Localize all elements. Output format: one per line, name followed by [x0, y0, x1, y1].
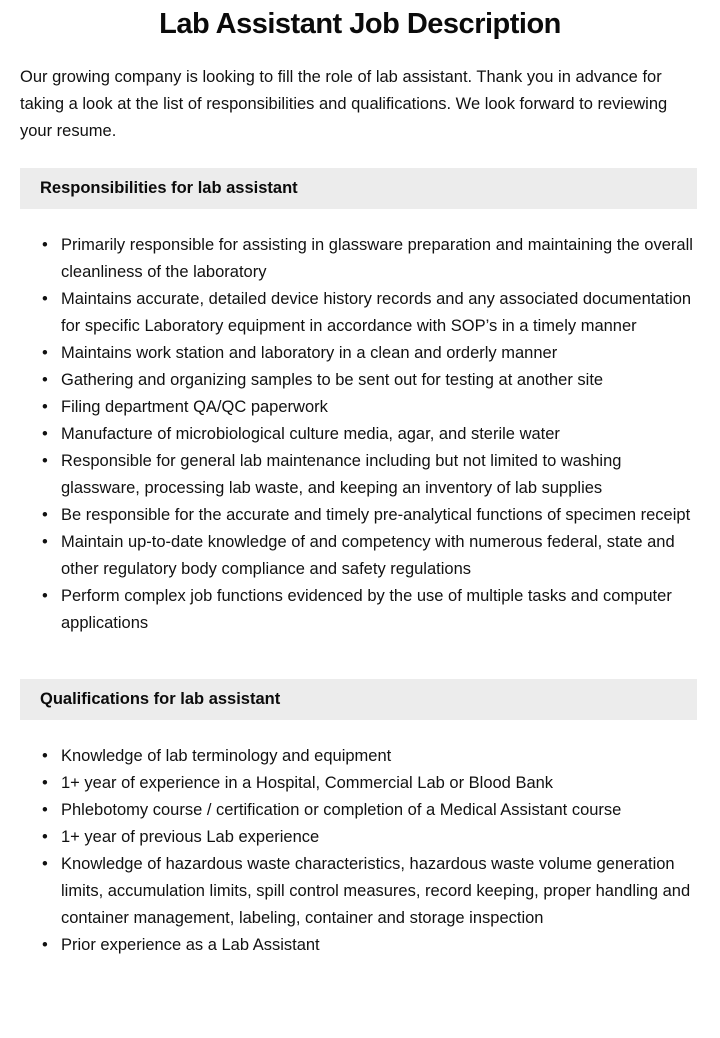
responsibilities-list: [20, 232, 698, 637]
list-item: • Responsible for general lab maintenance including but not limited to washing glassware, processing lab waste, and keeping an inventory of lab supplies: [61, 448, 698, 502]
list-item: • Knowledge of lab terminology and equipment: [61, 743, 698, 770]
list-item: • Knowledge of hazardous waste characteristics, hazardous waste volume generation limits, accumulation limits, spill control measures, record keeping, proper handling and container management, labeling, container and storage inspection: [61, 851, 698, 932]
qualifications-list: [20, 743, 698, 959]
responsibilities-section-title: Responsibilities for lab assistant: [40, 179, 298, 197]
list-item: • Phlebotomy course / certification or completion of a Medical Assistant course: [61, 797, 698, 824]
list-item: • Maintains work station and laboratory in a clean and orderly manner: [61, 340, 698, 367]
list-item: • Filing department QA/QC paperwork: [61, 394, 698, 421]
section-gap: [0, 637, 720, 656]
intro-paragraph: Our growing company is looking to fill the role of lab assistant. Thank you in advance for taking a look at the list of responsibilities and qualifications. We look forward to reviewing your resume.: [20, 68, 668, 140]
list-item: • Be responsible for the accurate and timely pre-analytical functions of specimen receipt: [61, 502, 698, 529]
qualifications-section-header: [20, 679, 697, 720]
list-item: • 1+ year of experience in a Hospital, Commercial Lab or Blood Bank: [61, 770, 698, 797]
list-item: • Maintains accurate, detailed device history records and any associated documentation for specific Laboratory equipment in accordance with SOP’s in a timely manner: [61, 286, 698, 340]
list-item: • Manufacture of microbiological culture media, agar, and sterile water: [61, 421, 698, 448]
page-title: Lab Assistant Job Description: [159, 8, 561, 40]
responsibilities-section-header: [20, 168, 697, 209]
list-item: • Prior experience as a Lab Assistant: [61, 932, 698, 959]
qualifications-section-title: Qualifications for lab assistant: [40, 690, 281, 708]
list-item: • 1+ year of previous Lab experience: [61, 824, 698, 851]
list-item: • Gathering and organizing samples to be sent out for testing at another site: [61, 367, 698, 394]
list-item: • Maintain up-to-date knowledge of and competency with numerous federal, state and other regulatory body compliance and safety regulations: [61, 529, 698, 583]
list-item: • Perform complex job functions evidenced by the use of multiple tasks and computer applications: [61, 583, 698, 637]
list-item: • Primarily responsible for assisting in glassware preparation and maintaining the overall cleanliness of the laboratory: [61, 232, 698, 286]
